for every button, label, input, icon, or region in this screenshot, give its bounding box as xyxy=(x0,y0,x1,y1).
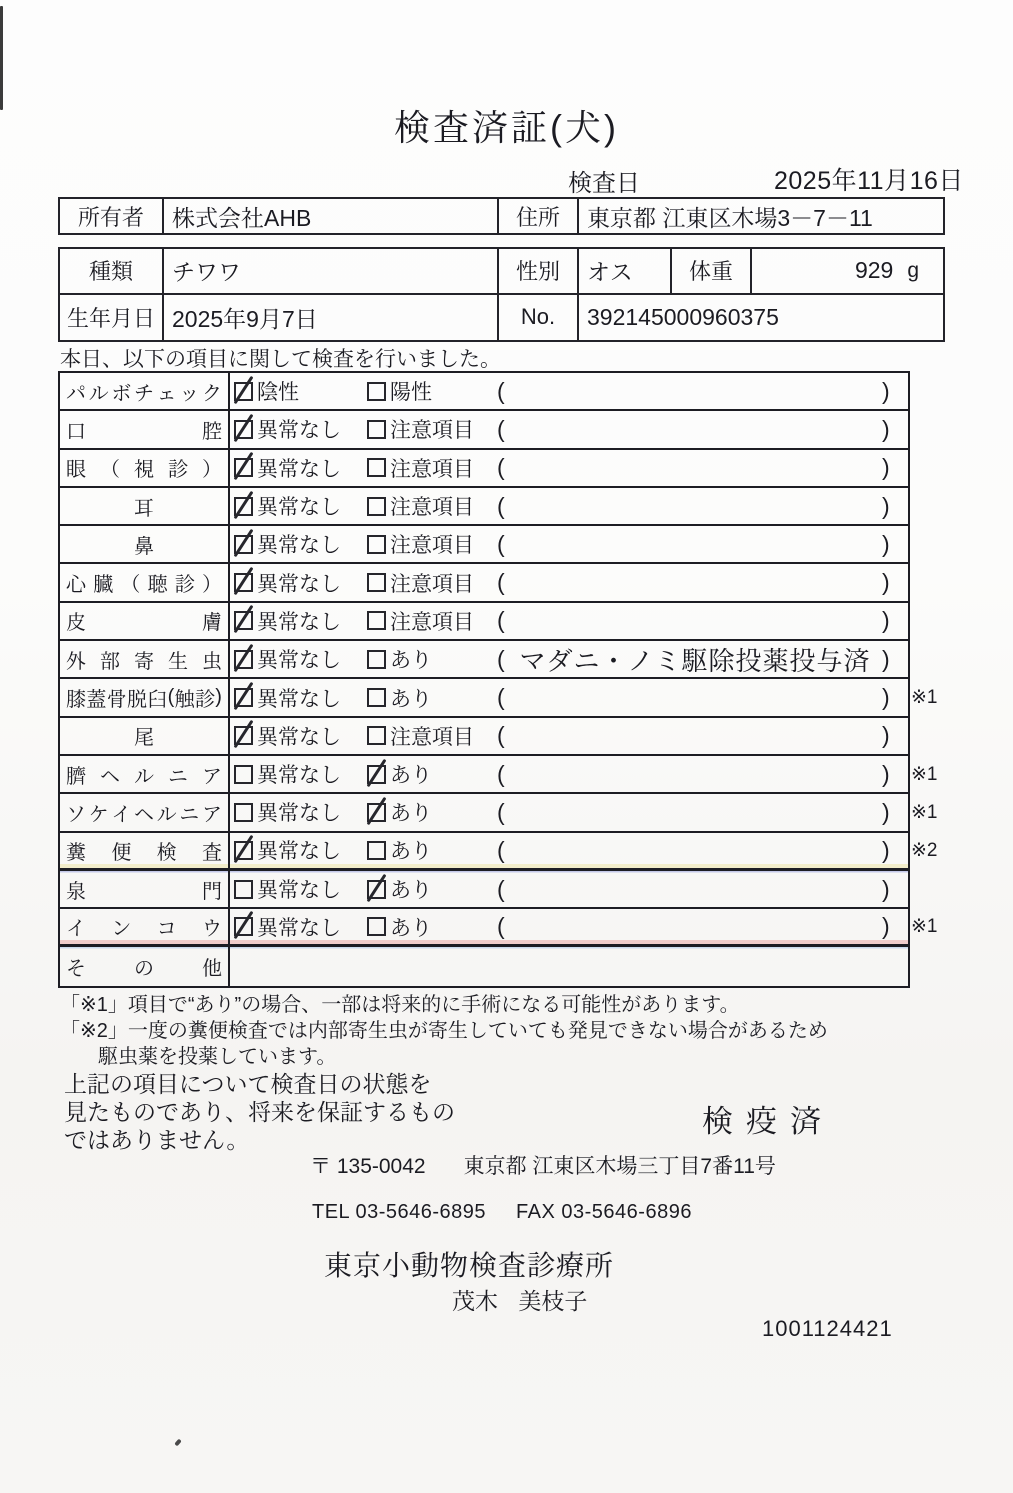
postal-code: 〒 135-0042 xyxy=(310,1155,426,1178)
paren-close: ) xyxy=(882,454,890,481)
option-1 xyxy=(234,450,341,486)
checkbox-option-1[interactable] xyxy=(234,650,253,669)
clinic-tel: TEL 03-5646-6895 xyxy=(312,1201,487,1223)
checkbox-option-1[interactable] xyxy=(234,841,253,860)
option-1 xyxy=(234,756,341,792)
footnote-marker: ※1 xyxy=(911,916,938,938)
option-2 xyxy=(367,603,474,639)
checkbox-option-2[interactable] xyxy=(367,650,386,669)
item-options xyxy=(230,718,908,754)
page-title: 検査済証(犬) xyxy=(394,107,619,148)
owner-table xyxy=(58,197,945,235)
disclaimer-line-3: ではありません。 xyxy=(64,1127,250,1153)
footnote-marker: ※1 xyxy=(911,687,938,709)
option-2-label: あり xyxy=(390,687,432,711)
checkbox-option-1[interactable] xyxy=(234,535,253,554)
item-options xyxy=(230,756,938,792)
footnote-2-cont: 駆虫薬を投薬しています。 xyxy=(98,1046,337,1068)
item-label: 尾 xyxy=(60,718,230,754)
item-options xyxy=(230,833,938,868)
paren-open: ( xyxy=(497,415,505,442)
paren-open: ( xyxy=(497,875,505,902)
checkbox-option-1[interactable] xyxy=(234,880,253,899)
sex-value: オス xyxy=(579,249,672,293)
option-2 xyxy=(367,564,474,600)
info-table xyxy=(58,247,945,342)
item-note xyxy=(510,603,880,639)
option-1-label: 異常なし xyxy=(257,457,341,481)
item-options xyxy=(230,373,908,409)
sex-label: 性別 xyxy=(499,249,579,293)
option-1 xyxy=(234,718,341,754)
paren-open: ( xyxy=(497,645,505,672)
option-2-label: あり xyxy=(390,764,432,788)
checkmark-icon xyxy=(234,834,254,862)
paren-open: ( xyxy=(497,492,505,519)
item-label: そ の 他 xyxy=(60,947,230,985)
option-1 xyxy=(234,909,341,944)
option-2 xyxy=(367,641,432,677)
item-label: 鼻 xyxy=(60,526,230,562)
checkbox-option-2[interactable] xyxy=(367,611,386,630)
paren-close: ) xyxy=(882,836,890,863)
checklist-row xyxy=(60,641,908,679)
paren-close: ) xyxy=(882,798,890,825)
address-value: 東京都 江東区木場3－7－11 xyxy=(587,204,873,231)
paren-close: ) xyxy=(882,684,890,711)
option-2-label: あり xyxy=(390,916,432,940)
option-1-label: 異常なし xyxy=(257,419,341,443)
checkmark-icon xyxy=(234,375,254,403)
checkbox-option-2[interactable] xyxy=(367,917,386,936)
item-note xyxy=(510,679,880,715)
item-note xyxy=(510,373,880,409)
item-label: 眼 （ 視 診 ） xyxy=(60,450,230,486)
option-2-label: あり xyxy=(390,802,432,826)
paren-close: ) xyxy=(882,415,890,442)
checklist-row xyxy=(60,718,908,756)
birth-label: 生年月日 xyxy=(60,295,164,341)
checkbox-option-2[interactable] xyxy=(367,497,386,516)
option-1-label: 異常なし xyxy=(257,572,341,596)
option-1-label: 異常なし xyxy=(257,649,341,673)
option-2 xyxy=(367,871,432,907)
checklist-row xyxy=(60,679,938,717)
paren-close: ) xyxy=(882,645,890,672)
footnote-1: 「※1」項目で“あり”の場合、一部は将来的に手術になる可能性があります。 xyxy=(60,994,740,1016)
checkbox-option-1[interactable] xyxy=(234,688,253,707)
intro-text: 本日、以下の項目に関して検査を行いました。 xyxy=(60,348,501,371)
birth-value: 2025年9月7日 xyxy=(164,295,499,341)
option-2-label: 注意項目 xyxy=(390,419,474,443)
disclaimer-line-1: 上記の項目について検査日の状態を xyxy=(64,1071,432,1097)
checklist-row xyxy=(60,794,938,832)
item-label: ソ ケ イ ヘ ル ニ ア xyxy=(60,794,230,830)
checkmark-icon xyxy=(234,605,254,633)
item-options xyxy=(230,794,938,830)
option-2 xyxy=(367,488,474,524)
option-1 xyxy=(234,411,341,447)
item-note: マダニ・ノミ駆除投薬投与済 xyxy=(519,645,871,676)
option-2-label: 注意項目 xyxy=(390,496,474,520)
checklist-row xyxy=(60,603,908,641)
item-label: イ ン コ ウ xyxy=(60,909,230,944)
item-label: 外 部 寄 生 虫 xyxy=(60,641,230,677)
item-note xyxy=(510,871,880,907)
footnote-2: 「※2」一度の糞便検査では内部寄生虫が寄生していても発見できない場合があるため xyxy=(60,1020,828,1042)
paren-open: ( xyxy=(497,377,505,404)
option-2 xyxy=(367,718,474,754)
item-label: 糞 便 検 査 xyxy=(60,833,230,868)
checkmark-icon xyxy=(234,643,254,671)
item-options xyxy=(230,871,908,907)
item-note xyxy=(510,411,880,447)
item-options xyxy=(230,564,908,600)
option-1 xyxy=(234,833,341,868)
clinic-address-line xyxy=(310,1150,776,1180)
weight-label: 体重 xyxy=(672,249,752,293)
option-2 xyxy=(367,756,432,792)
paren-open: ( xyxy=(497,454,505,481)
paren-close: ) xyxy=(882,760,890,787)
checklist-row xyxy=(60,411,908,449)
info-row-breed xyxy=(60,249,943,295)
checkbox-option-1[interactable] xyxy=(234,458,253,477)
checkbox-option-2[interactable] xyxy=(367,803,386,822)
option-2 xyxy=(367,373,432,409)
option-1-label: 異常なし xyxy=(257,840,341,864)
checkbox-option-1[interactable] xyxy=(234,497,253,516)
option-1-label: 陰性 xyxy=(257,381,299,405)
item-note xyxy=(510,794,880,830)
quarantine-stamp: 検疫済 xyxy=(702,1104,834,1139)
checkbox-option-1[interactable] xyxy=(234,420,253,439)
item-options xyxy=(230,450,908,486)
checkbox-option-1[interactable] xyxy=(234,726,253,745)
serial-number: 1001124421 xyxy=(762,1316,893,1341)
checklist-row xyxy=(60,871,908,909)
item-options xyxy=(230,679,938,715)
item-label: パ ル ボ チ ェ ッ ク xyxy=(60,373,230,409)
item-note xyxy=(510,526,880,562)
checklist xyxy=(58,371,938,988)
option-1-label: 異常なし xyxy=(257,879,341,902)
option-1 xyxy=(234,794,341,830)
option-2 xyxy=(367,450,474,486)
option-1 xyxy=(234,526,341,562)
weight-value: 929 xyxy=(854,257,894,284)
checkmark-icon xyxy=(234,529,254,557)
item-label: 口 腔 xyxy=(60,411,230,447)
checkbox-option-1[interactable] xyxy=(234,917,253,936)
paren-close: ) xyxy=(882,913,890,940)
address-label: 住所 xyxy=(499,199,579,233)
paren-close: ) xyxy=(882,875,890,902)
paren-open: ( xyxy=(497,913,505,940)
scan-edge-artifact xyxy=(0,6,3,110)
option-2 xyxy=(367,909,432,944)
owner-value: 株式会社AHB xyxy=(164,199,499,233)
exam-date-label: 検査日 xyxy=(568,170,640,197)
item-note xyxy=(510,488,880,524)
option-2-label: 注意項目 xyxy=(390,610,474,634)
item-label: 耳 xyxy=(60,488,230,524)
option-1 xyxy=(234,871,341,907)
option-2 xyxy=(367,794,432,830)
paren-open: ( xyxy=(497,607,505,634)
checklist-row xyxy=(60,909,938,947)
checkbox-option-2[interactable] xyxy=(367,573,386,592)
checklist-row xyxy=(60,947,908,985)
info-row-birth xyxy=(60,295,943,341)
checkbox-option-2[interactable] xyxy=(367,382,386,401)
checkbox-option-2[interactable] xyxy=(367,841,386,860)
checklist-row xyxy=(60,564,908,602)
option-1 xyxy=(234,641,341,677)
checklist-row xyxy=(60,450,908,488)
footnote-marker: ※2 xyxy=(911,839,938,861)
no-value: 392145000960375 xyxy=(587,303,779,330)
option-1-label: 異常なし xyxy=(257,764,341,788)
checkbox-option-1[interactable] xyxy=(234,611,253,630)
checkbox-option-1[interactable] xyxy=(234,382,253,401)
checkbox-option-2[interactable] xyxy=(367,765,386,784)
footnote-marker: ※1 xyxy=(911,801,938,823)
item-options xyxy=(230,947,908,985)
option-2-label: あり xyxy=(390,649,432,673)
option-1 xyxy=(234,488,341,524)
breed-label: 種類 xyxy=(60,249,164,293)
item-options xyxy=(230,526,908,562)
item-note xyxy=(510,756,880,792)
option-1-label: 異常なし xyxy=(257,610,341,634)
option-2-label: 注意項目 xyxy=(390,534,474,558)
checklist-row xyxy=(60,526,908,564)
item-label: 皮 膚 xyxy=(60,603,230,639)
veterinarian-name: 茂木 美枝子 xyxy=(452,1288,588,1314)
item-note xyxy=(510,909,880,944)
item-note xyxy=(510,450,880,486)
breed-value: チワワ xyxy=(164,249,499,293)
clinic-fax: FAX 03-5646-6896 xyxy=(516,1201,692,1223)
checkmark-icon xyxy=(234,414,254,442)
disclaimer-line-2: 見たものであり、将来を保証するもの xyxy=(64,1099,455,1125)
option-1 xyxy=(234,373,299,409)
checkmark-icon xyxy=(234,452,254,480)
paren-close: ) xyxy=(882,377,890,404)
clinic-name: 東京小動物検査診療所 xyxy=(324,1250,615,1281)
checklist-row xyxy=(60,488,908,526)
item-note xyxy=(510,718,880,754)
checkbox-option-2[interactable] xyxy=(367,458,386,477)
checklist-row xyxy=(60,756,938,794)
item-options xyxy=(230,488,908,524)
item-label: 臍 ヘ ル ニ ア xyxy=(60,756,230,792)
checkbox-option-1[interactable] xyxy=(234,765,253,784)
checkbox-option-2[interactable] xyxy=(367,688,386,707)
no-label: No. xyxy=(499,295,579,341)
item-options xyxy=(230,909,938,944)
paren-open: ( xyxy=(497,722,505,749)
owner-label: 所有者 xyxy=(60,199,164,233)
paren-open: ( xyxy=(497,836,505,863)
checkmark-icon xyxy=(367,758,387,786)
weight-unit: g xyxy=(907,258,919,282)
option-2-label: 注意項目 xyxy=(390,725,474,749)
option-2-label: 陽性 xyxy=(390,381,432,405)
checkmark-icon xyxy=(367,797,387,825)
checkbox-option-1[interactable] xyxy=(234,573,253,592)
item-note xyxy=(510,833,880,868)
weight-cell xyxy=(752,249,943,293)
checkmark-icon xyxy=(234,720,254,748)
checkbox-option-2[interactable] xyxy=(367,726,386,745)
checkbox-option-2[interactable] xyxy=(367,535,386,554)
exam-date-value: 2025年11月16日 xyxy=(774,167,964,195)
option-1 xyxy=(234,679,341,715)
checkbox-option-1[interactable] xyxy=(234,803,253,822)
option-2-label: 注意項目 xyxy=(390,457,474,481)
paren-open: ( xyxy=(497,530,505,557)
option-2 xyxy=(367,526,474,562)
scan-speck-artifact xyxy=(174,1439,182,1447)
option-2-label: 注意項目 xyxy=(390,572,474,596)
paren-open: ( xyxy=(497,760,505,787)
item-options xyxy=(230,641,908,677)
option-1 xyxy=(234,564,341,600)
option-1-label: 異常なし xyxy=(257,534,341,558)
paren-open: ( xyxy=(497,569,505,596)
option-2-label: あり xyxy=(390,840,432,864)
clinic-address: 東京都 江東区木場三丁目7番11号 xyxy=(463,1155,776,1178)
option-1 xyxy=(234,603,341,639)
checkmark-icon xyxy=(234,911,254,939)
checkbox-option-2[interactable] xyxy=(367,880,386,899)
paren-close: ) xyxy=(882,492,890,519)
item-label: 膝 蓋 骨 脱 臼 ( 触 診 ) xyxy=(60,679,230,715)
option-1-label: 異常なし xyxy=(257,725,341,749)
clinic-contact-line xyxy=(312,1201,692,1224)
option-2 xyxy=(367,679,432,715)
option-1-label: 異常なし xyxy=(257,687,341,711)
checkbox-option-2[interactable] xyxy=(367,420,386,439)
checkmark-icon xyxy=(234,682,254,710)
item-options xyxy=(230,603,908,639)
item-label: 泉 門 xyxy=(60,871,230,907)
paren-open: ( xyxy=(497,684,505,711)
paren-close: ) xyxy=(882,569,890,596)
option-2 xyxy=(367,833,432,868)
option-2 xyxy=(367,411,474,447)
item-options xyxy=(230,411,908,447)
paren-close: ) xyxy=(882,530,890,557)
checkmark-icon xyxy=(367,873,387,901)
option-1-label: 異常なし xyxy=(257,802,341,826)
paren-close: ) xyxy=(882,607,890,634)
item-note xyxy=(510,564,880,600)
footnote-marker: ※1 xyxy=(911,763,938,785)
option-1-label: 異常なし xyxy=(257,496,341,520)
option-1-label: 異常なし xyxy=(257,916,341,940)
checklist-row xyxy=(60,833,938,871)
item-label: 心 臓 （ 聴 診 ） xyxy=(60,564,230,600)
paren-close: ) xyxy=(882,722,890,749)
paren-open: ( xyxy=(497,798,505,825)
checklist-row xyxy=(60,373,908,411)
checkmark-icon xyxy=(234,567,254,595)
option-2-label: あり xyxy=(390,879,432,902)
checkmark-icon xyxy=(234,490,254,518)
